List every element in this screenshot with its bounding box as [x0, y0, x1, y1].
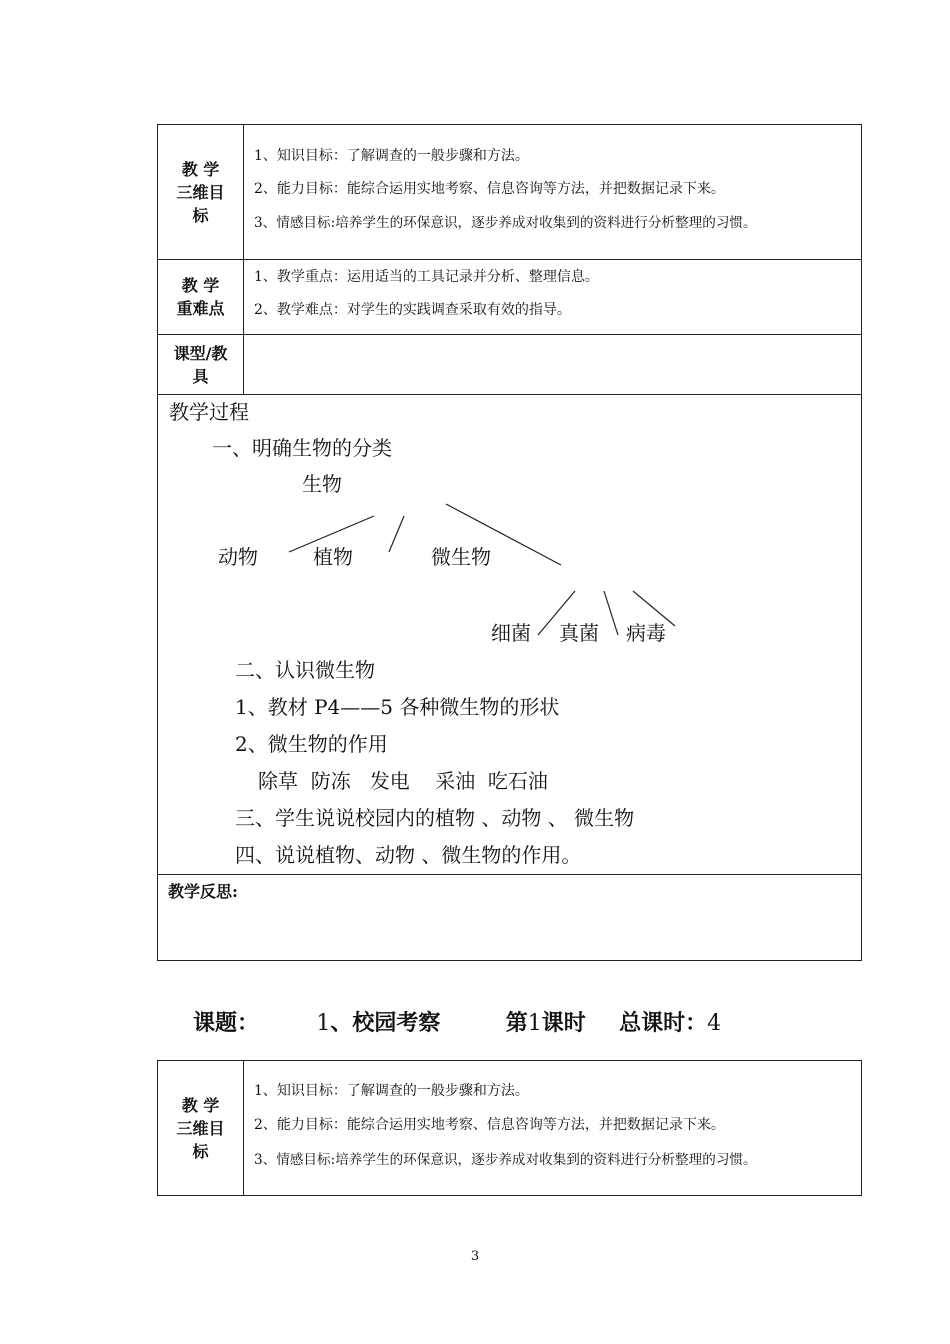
row-lesson-type — [158, 335, 861, 395]
lesson-title — [193, 1006, 721, 1037]
label-teaching-goals-2: 教 学 三维目 标 — [158, 1061, 244, 1195]
tree-fungi: 真菌 — [559, 621, 599, 645]
label-teaching-goals: 教 学 三维目 标 — [158, 125, 244, 259]
microbe-uses-list: 除草 防冻 发电 采油 吃石油 — [258, 769, 548, 793]
tree-virus: 病毒 — [626, 621, 666, 645]
line-root-plant — [389, 516, 404, 552]
line-microbe-bacteria — [538, 591, 575, 635]
tree-microbe: 微生物 — [431, 545, 491, 569]
goal-ability: 2、能力目标：能综合运用实地考察、信息咨询等方法，并把数据记录下来。 — [254, 181, 725, 197]
section-classification: 一、明确生物的分类 — [212, 436, 392, 460]
row-teaching-process — [158, 395, 861, 875]
goal-emotion: 3、情感目标:培养学生的环保意识，逐步养成对收集到的资料进行分析整理的习惯。 — [254, 215, 757, 231]
goal-knowledge: 1、知识目标：了解调查的一般步骤和方法。 — [254, 148, 529, 164]
row-key-points — [158, 260, 861, 335]
tree-animal: 动物 — [218, 545, 258, 569]
goal-knowledge-2: 1、知识目标：了解调查的一般步骤和方法。 — [254, 1083, 529, 1099]
reflection-label: 教学反思: — [168, 882, 238, 901]
section-campus-talk: 三、学生说说校园内的植物 、动物 、 微生物 — [235, 806, 635, 830]
label-key-points: 教 学 重难点 — [158, 260, 244, 334]
tree-plant: 植物 — [313, 545, 353, 569]
period-prefix: 第 — [505, 1010, 528, 1036]
goal-ability-2: 2、能力目标：能综合运用实地考察、信息咨询等方法，并把数据记录下来。 — [254, 1117, 725, 1133]
total-label: 总课时： — [619, 1010, 708, 1036]
item-textbook: 1、教材 P4——5 各种微生物的形状 — [235, 695, 560, 719]
title-name: 、校园考察 — [330, 1010, 441, 1036]
row-reflection — [158, 875, 861, 960]
total-number: 4 — [707, 1011, 722, 1036]
goal-emotion-2: 3、情感目标:培养学生的环保意识，逐步养成对收集到的资料进行分析整理的习惯。 — [254, 1152, 757, 1168]
lesson-plan-table-1 — [157, 124, 862, 961]
difficult-point: 2、教学难点：对学生的实践调查采取有效的指导。 — [254, 302, 571, 318]
line-root-microbe — [446, 504, 561, 565]
line-microbe-fungi — [604, 591, 618, 635]
section-know-microbes: 二、认识微生物 — [235, 658, 375, 682]
title-label: 课题： — [193, 1010, 260, 1036]
line-microbe-virus — [633, 591, 675, 626]
title-number: 1 — [316, 1011, 331, 1036]
row-teaching-goals-2 — [158, 1061, 861, 1195]
label-lesson-type: 课型/教 具 — [158, 335, 244, 394]
item-microbe-uses: 2、微生物的作用 — [235, 732, 388, 756]
page-number: 3 — [470, 1249, 480, 1264]
period-suffix: 课时 — [541, 1010, 586, 1036]
row-teaching-goals — [158, 125, 861, 260]
process-heading: 教学过程 — [169, 400, 249, 424]
tree-bacteria: 细菌 — [491, 621, 531, 645]
line-root-animal — [289, 516, 374, 552]
section-functions-talk: 四、说说植物、动物 、微生物的作用。 — [235, 843, 582, 867]
tree-root: 生物 — [302, 472, 342, 496]
period-number: 1 — [527, 1011, 542, 1036]
lesson-plan-table-2 — [157, 1060, 862, 1196]
key-point: 1、教学重点：运用适当的工具记录并分析、整理信息。 — [254, 269, 599, 285]
